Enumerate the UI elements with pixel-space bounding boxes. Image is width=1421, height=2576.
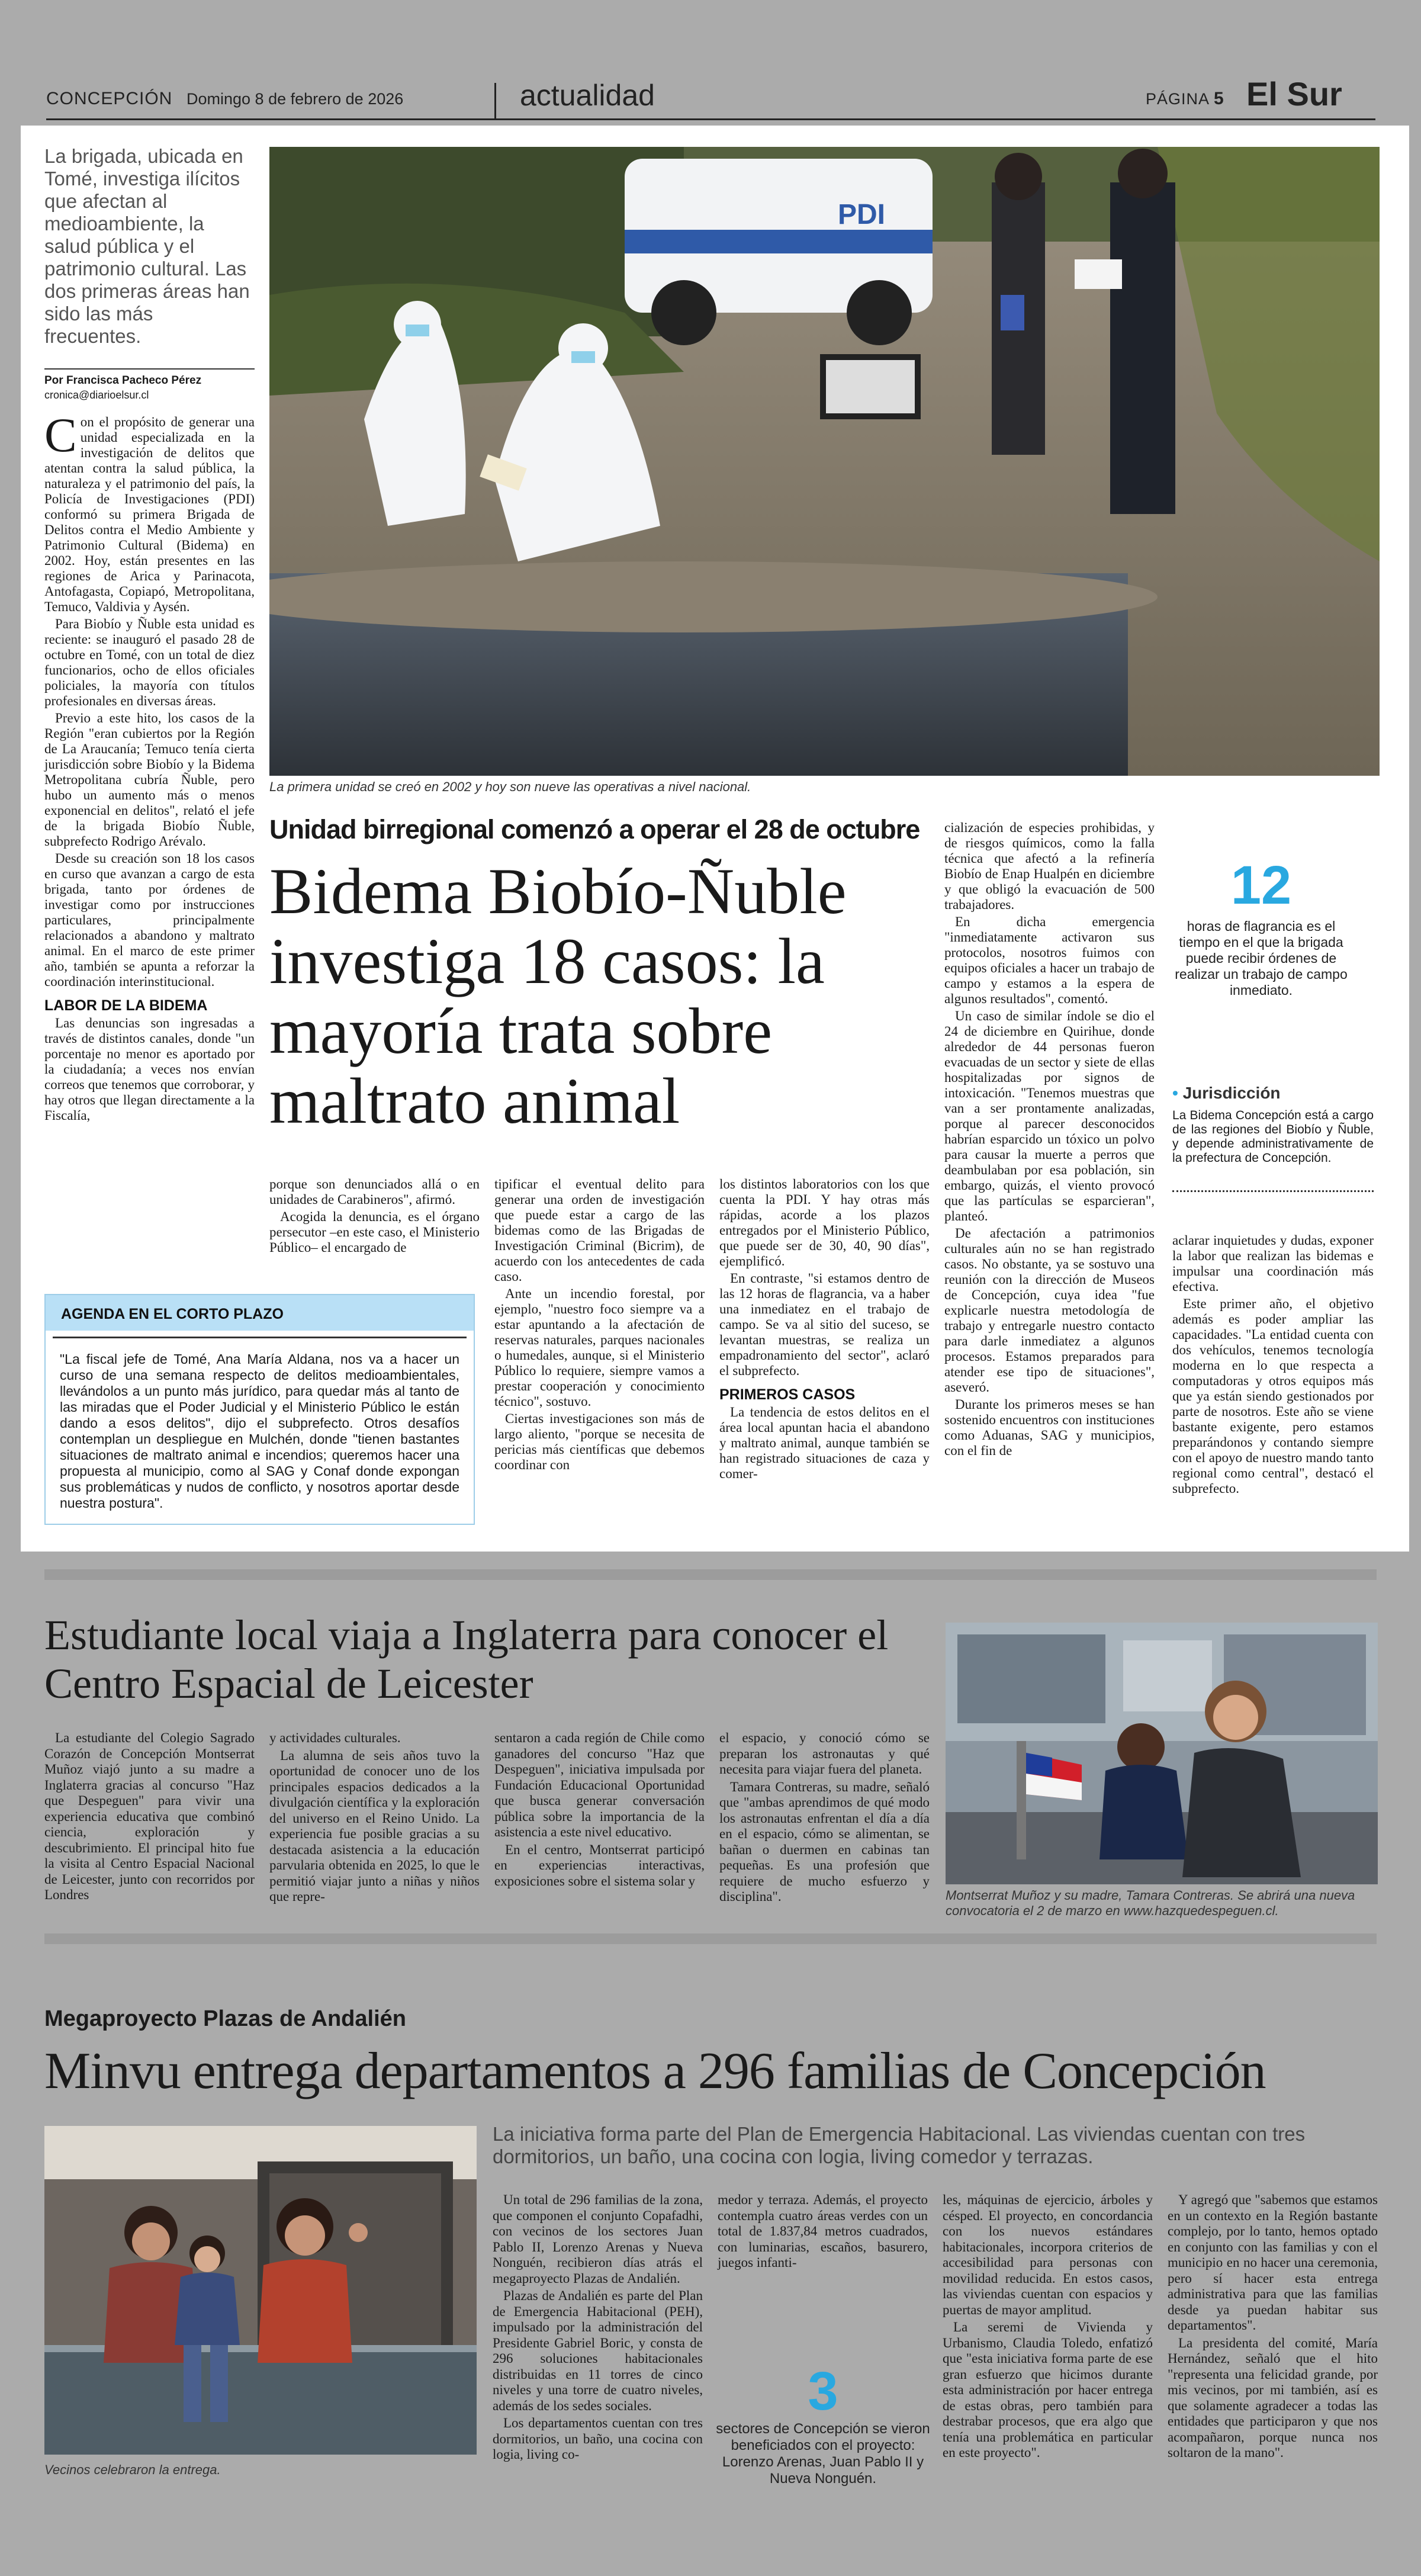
- article3-headline: Minvu entrega departamentos a 296 familias de Concepción: [44, 2042, 1266, 2100]
- newspaper-logo: El Sur: [1246, 75, 1342, 113]
- masthead-city: CONCEPCIÓN: [46, 89, 173, 108]
- photo-student-mother: [946, 1623, 1378, 1884]
- stat-highlight-12: [1172, 856, 1350, 998]
- article-column-4: los distintos laboratorios con los que cuenta la PDI. Y hay otras más rápidas, acorde a los plazos entregados por el Ministerio Público, que puede ser de 30, 40, 90 días", ejemplificó. En contraste, "si estamos dentro de las 12 horas de flagrancia, va a haber una inmediatez en el trabajo de campo. Se va al sitio del suceso, se levantan muestras, se realiza un empadronamiento del sector", aclaró el subprefecto. PRIMEROS CASOS La tendencia de estos delitos en el área local apuntan hacia el abandono y maltrato animal, aunque también se han registrado situaciones de caza y comer-: [719, 1177, 930, 1481]
- byline: [44, 368, 255, 402]
- photo-caption-student: Montserrat Muñoz y su madre, Tamara Contreras. Se abrirá una nueva convocatoria el 2 de marzo en www.hazquedespeguen.cl.: [946, 1888, 1355, 1918]
- masthead-rule: [46, 118, 1375, 120]
- bullet-icon: •: [1172, 1084, 1183, 1102]
- page-number: 5: [1214, 89, 1224, 108]
- article-lede: La brigada, ubicada en Tomé, investiga ilícitos que afectan al medioambiente, la salud pública y el patrimonio cultural. Las dos primeras áreas han sido las más frecuentes.: [44, 145, 250, 347]
- article3-column-4: Y agregó que "sabemos que estamos en un contexto en la Región bastante complejo, por lo tanto, hemos optado en conjunto con las familias y con el municipio en no hacer una ceremonia, pero sí hacer esta entrega administrativa para que las familias desde ya puedan habitar sus departamentos". La presidenta del comité, María Hernández, señaló que el hito "representa una felicidad grande, por mis vecinos, por mi también, así es que solamente agradecer a todas las entidades que participaron y que nos acompañaron, porque nunca nos soltaron de la mano".: [1168, 2192, 1378, 2460]
- jurisdiccion-box: [1172, 1084, 1374, 1165]
- article2-column-1: La estudiante del Colegio Sagrado Corazón de Concepción Montserrat Muñoz viajó junto a su madre a Inglaterra gracias al concurso "Haz que Despeguen" para vivir una experiencia educativa que combinó ciencia, exploración y descubrimiento. El principal hito fue la visita al Centro Espacial Nacional de Leicester, junto con recorridos por Londres: [44, 1730, 255, 1902]
- photo-caption-families: Vecinos celebraron la entrega.: [44, 2462, 221, 2477]
- stat-text: horas de flagrancia es el tiempo en el que la brigada puede recibir órdenes de realizar un trabajo de campo inmediato.: [1175, 918, 1348, 998]
- article3-kicker: Megaproyecto Plazas de Andalién: [44, 2006, 406, 2031]
- agenda-box: [44, 1294, 475, 1525]
- jurisdiccion-text: La Bidema Concepción está a cargo de las regiones del Biobío y Ñuble, y depende administrativamente de la prefectura de Concepción.: [1172, 1109, 1374, 1165]
- stat-highlight-3: [710, 2363, 935, 2487]
- article-column-5: cialización de especies prohibidas, y de riesgos químicos, como la falla técnica que afectó a la refinería Biobío de Enap Hualpén en diciembre y que obligó la evacuación de 500 trabajadores. En dicha emergencia "inmediatamente activaron sus protocolos, nosotros fuimos con equipos oficiales a hacer un trabajo de campo y estamos a la espera de algunos resultados", comentó. Un caso de similar índole se dio el 24 de diciembre en Quirihue, donde alrededor de 44 personas fueron evacuadas de un sector y siete de ellas hospitalizadas por signos de intoxicación. "Tenemos muestras que van a ser prontamente analizadas, porque al parecer desconocidos habrían esparcido un tóxico un polvo para causar la muerte a perros que deambulaban por esa población, sin embargo, quizás, el viento provocó que las partículas se esparcieran", planteó. De afectación a patrimonios culturales aún no se han registrado casos. No obstante, ya se sostuvo una reunión con la dirección de Museos de Concepción, cuya idea "fue explicarle nuestra metodología de trabajo y entregarle nuestro contacto para darle inmediatez a algunos procesos. Estamos preparados para atender ese tipo de situaciones", aseveró. Durante los primeros meses se han sostenido encuentros con instituciones como Aduanas, SAG y municipios, con el fin de: [944, 820, 1155, 1458]
- article-headline: Bidema Biobío-Ñuble investiga 18 casos: la mayoría trata sobre maltrato animal: [269, 855, 847, 1137]
- section-divider-1: [44, 1569, 1377, 1580]
- article-kicker: Unidad birregional comenzó a operar el 28 de octubre: [269, 814, 920, 844]
- jurisdiccion-title: • Jurisdicción: [1172, 1084, 1281, 1102]
- agenda-box-text: "La fiscal jefe de Tomé, Ana María Aldana, nos va a hacer un curso de una semana respecto de delitos medioambientales, llevándolos a un punto más jurídico, para quedar más al tanto de las miradas que el Poder Judicial y el Ministerio Público le están dando a esos delitos", dijo el subprefecto. Otros desafíos contemplan un despliegue en Mulchén, donde "tienen bastantes situaciones de maltrato animal e incendios; queremos hacer una propuesta al municipio, como al SAG y Conaf donde expongan sus problemáticas y nudos de conflicto, y nosotros aportar desde nuestra postura".: [60, 1351, 459, 1511]
- photo-caption-bidema: La primera unidad se creó en 2002 y hoy son nueve las operativas a nivel nacional.: [269, 779, 751, 794]
- stat-number: 12: [1230, 855, 1292, 916]
- article3-column-2: medor y terraza. Además, el proyecto contempla cuatro áreas verdes con un total de 1.837,84 metros cuadrados, con luminarias, escaños, basurero, juegos infanti-: [718, 2192, 928, 2270]
- article2-headline: Estudiante local viaja a Inglaterra para conocer el Centro Espacial de Leicester: [44, 1611, 889, 1707]
- stat3-number: 3: [808, 2361, 838, 2421]
- article2-column-4: el espacio, y conoció cómo se preparan los astronautas y qué necesita para viajar fuera del planeta. Tamara Contreras, su madre, señaló que "ambas aprendimos de qué modo los astronautas enfrentan el día a día en el espacio, cómo se alimentan, se bañan o duermen en cabinas tan pequeñas. Es una profesión que requiere de mucho esfuerzo y disciplina".: [719, 1730, 930, 1904]
- article3-column-1: Un total de 296 familias de la zona, que componen el conjunto Copafadhi, con vecinos de los sectores Juan Pablo II, Lorenzo Arenas y Nueva Nonguén, recibieron días atrás el megaproyecto Plazas de Andalién. Plazas de Andalién es parte del Plan de Emergencia Habitacional (PEH), impulsado por la administración del Presidente Gabriel Boric, y consta de 296 soluciones habitacionales distribuidas en 11 torres de cinco niveles y una torre de cuatro niveles, además de los sedes sociales. Los departamentos cuentan con tres dormitorios, un baño, una cocina con logia, living co-: [493, 2192, 703, 2462]
- article-column-1: Con el propósito de generar una unidad especializada en la investigación de delitos que atentan contra la salud pública, la naturaleza y el patrimonio del país, la Policía de Investigaciones (PDI) conformó su primera Brigada de Delitos contra el Medio Ambiente y Patrimonio Cultural (Bidema) en 2002. Hoy, están presentes en las regiones de Arica y Parinacota, Antofagasta, Copiapó, Metropolitana, Temuco, Valdivia y Aysén. Para Biobío y Ñuble esta unidad es reciente: se inauguró el pasado 28 de octubre en Tomé, con un total de diez funcionarios, ocho de ellos oficiales policiales, la mayoría con títulos profesionales en diversas áreas. Previo a este hito, los casos de la Región "eran cubiertos por la Región de La Araucanía; Temuco tenía cierta jurisdicción sobre Biobío y la Bidema Metropolitana cubría Ñuble, pero hubo un aumento más o menos exponencial en delitos", relató el jefe de la brigada Biobío Ñuble, subprefecto Rodrigo Arévalo. Desde su creación son 18 los casos en curso que avanzan a cargo de esta brigada, tanto por órdenes de investigar como por instrucciones particulares, principalmente relacionados a abandono y maltrato animal. En el marco de este primer año, también se apunta a reforzar la coordinación interinstitucional. LABOR DE LA BIDEMA Las denuncias son ingresadas a través de distintos canales, donde "un porcentaje no menor es aportado por la ciudadanía; a veces nos envían correos que tenemos que corroborar, y hay otros que llegan directamente a la Fiscalía,: [44, 408, 255, 1123]
- agenda-box-title: AGENDA EN EL CORTO PLAZO: [46, 1295, 474, 1331]
- article3-column-3: les, máquinas de ejercicio, árboles y césped. El proyecto, en concordancia con los nuevos estándares habitacionales, incorpora criterios de accesibilidad para personas con movilidad reducida. En estos casos, las viviendas cuentan con espacios y puertas de mayor amplitud. La seremi de Vivienda y Urbanismo, Claudia Toledo, enfatizó que "esta iniciativa forma parte de ese gran esfuerzo que hicimos durante esta administración por hacer entrega de estas obras, pero también para destrabar procesos, que era algo que tenía una problemática en particular en este proyecto".: [943, 2192, 1153, 2460]
- stat3-text: sectores de Concepción se vieron beneficiados con el proyecto: Lorenzo Arenas, Juan Pablo II y Nueva Nonguén.: [716, 2421, 930, 2487]
- byline-email[interactable]: cronica@diarioelsur.cl: [44, 389, 149, 401]
- subheading-labor: LABOR DE LA BIDEMA: [44, 997, 208, 1014]
- article2-column-2: y actividades culturales. La alumna de seis años tuvo la oportunidad de conocer uno de los principales espacios dedicados a la divulgación científica y la exploración del universo en el Reino Unido. La experiencia fue posible gracias a su destacada asistencia a la educación parvularia obtenida en 2025, lo que le permitió viajar junto a niñas y niños que repre-: [269, 1730, 480, 1904]
- article-column-2: porque son denunciados allá o en unidades de Carabineros", afirmó. Acogida la denuncia, es el órgano persecutor –en este caso, el Ministerio Público– el encargado de: [269, 1177, 480, 1255]
- drop-cap: C: [44, 408, 77, 462]
- masthead: [0, 0, 1421, 127]
- svg-text:PDI: PDI: [838, 199, 886, 230]
- article-column-3: tipificar el eventual delito para generar una orden de investigación que puede estar a cargo de las bidemas como de las Brigadas de Investigación Criminal (Bicrim), de acuerdo con los antecedentes de cada caso. Ante un incendio forestal, por ejemplo, "nuestro foco siempre va a estar apuntando a la afectación de reservas naturales, parques nacionales o humedales, aunque, si el Ministerio Público lo requiere, siempre vamos a prestar cooperación y conocimiento técnico", sostuvo. Ciertas investigaciones son más de largo aliento, "porque se necesita de pericias más científicas que debemos coordinar con: [494, 1177, 705, 1472]
- photo-families: [44, 2126, 477, 2455]
- article-column-6: aclarar inquietudes y dudas, exponer la labor que realizan las bidemas e impulsar una coordinación más efectiva. Este primer año, el objetivo además es poder ampliar las capacidades. "La entidad cuenta con dos vehículos, tenemos tecnología moderna en lo que respecta a computadoras y otros equipos más que ya están siendo gestionados por parte de nosotros. Este año se viene bastante exigente, pero estamos preparándonos y contando siempre con el apoyo de nuestro mando tanto regional como central", destacó el subprefecto.: [1172, 1233, 1374, 1496]
- jurisdiccion-rule: [1172, 1190, 1374, 1192]
- page-label: PÁGINA: [1146, 90, 1210, 108]
- article2-column-3: sentaron a cada región de Chile como ganadores del concurso "Haz que Despeguen", iniciativa impulsada por Fundación Educacional Oportunidad que busca generar conversación pública sobre la importancia de la asistencia a este nivel educativo. En el centro, Montserrat participó en experiencias interactivas, exposiciones sobre el sistema solar y: [494, 1730, 705, 1888]
- section-divider-2: [44, 1933, 1377, 1944]
- article3-deck: La iniciativa forma parte del Plan de Emergencia Habitacional. Las viviendas cuentan con tres dormitorios, un baño, una cocina con logia, living comedor y terrazas.: [493, 2123, 1306, 2167]
- masthead-divider: [494, 83, 496, 118]
- masthead-section: actualidad: [520, 79, 655, 112]
- subheading-primeros-casos: PRIMEROS CASOS: [719, 1386, 856, 1403]
- masthead-date: Domingo 8 de febrero de 2026: [187, 90, 404, 108]
- photo-forensic-team: [269, 147, 1380, 776]
- byline-author: Por Francisca Pacheco Pérez: [44, 374, 202, 387]
